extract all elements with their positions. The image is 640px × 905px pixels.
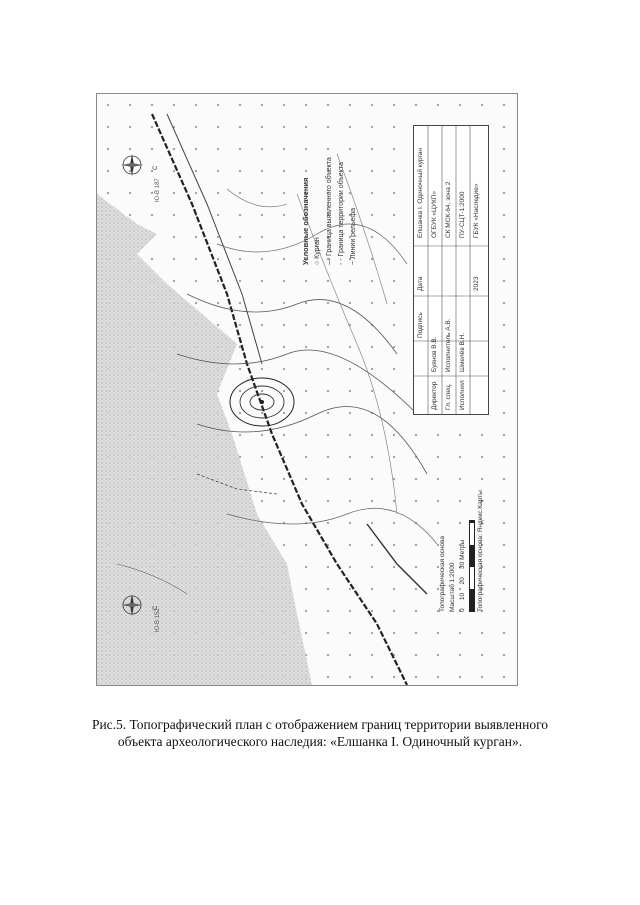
name-2: Исполнитель А.В. [445, 318, 452, 372]
scale-subtitle: Масштаб 1:2000 [449, 562, 456, 612]
scale-bar-graphic [469, 520, 475, 612]
compass-rose-icon [119, 152, 145, 178]
year: 2023 [473, 276, 480, 291]
map-legend [300, 157, 360, 265]
header-date: Дата [417, 276, 424, 291]
legend-item: ~ Линии рельефа [350, 207, 357, 265]
role-2: Гл. спец. [445, 383, 452, 410]
figure-caption: Рис.5. Топографический план с отображением границ территории выявленного объекта археологического наследия: «Елшанка I. Одиночный курган». [91, 717, 549, 749]
title-block [413, 125, 489, 415]
organization: ОГБУК «ЦУКП» [431, 190, 438, 238]
header-signature: Подпись [417, 312, 424, 338]
kurgan-center [260, 400, 264, 404]
compass-rose-icon [119, 592, 145, 618]
code-2: ПУ-СЦТ-1:2000 [459, 191, 466, 238]
legend-item: — Граница выявленного объекта [326, 157, 333, 265]
role-1: Директор [431, 381, 438, 410]
role-3: Исполнил [459, 380, 466, 410]
north-label: С [153, 605, 159, 610]
scale-note: Топографическая основа: Яндекс.Карты [477, 490, 484, 612]
legend-item: - - Граница территории объекта [338, 162, 345, 265]
code-1: СК МСК-64, зона 2 [445, 181, 452, 238]
organization-name: ГБУК «Наследие» [473, 183, 480, 238]
name-1: Буянов В.В. [431, 336, 438, 372]
object-name: Елшанка I. Одиночный курган [417, 148, 424, 238]
scale-bar [438, 490, 486, 612]
coord-label: Ю-В 187 [155, 178, 161, 202]
scale-ticks: 0 10 20 30 Метры [459, 539, 466, 612]
scale-title: Топографическая основа [439, 535, 446, 612]
name-3: Шмелёв В.Н. [459, 332, 466, 372]
legend-item: ○ Курган [314, 237, 321, 265]
north-label: С [153, 165, 159, 170]
legend-title: Условные обозначения [301, 177, 310, 265]
coord-label: Ю-В 152 [155, 608, 161, 632]
